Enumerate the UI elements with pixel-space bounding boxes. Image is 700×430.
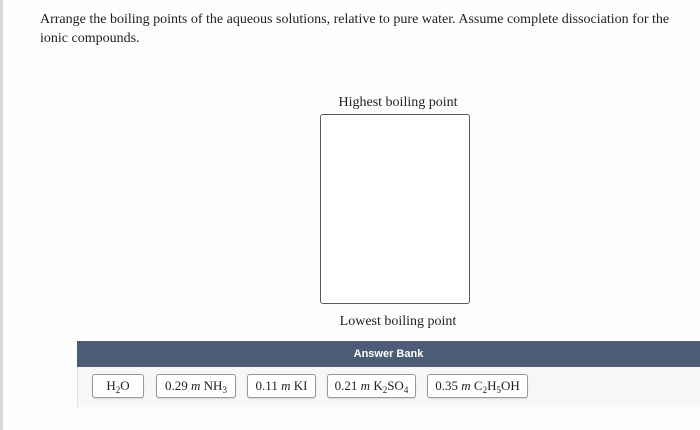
left-border bbox=[0, 0, 3, 430]
answer-tile-h2o[interactable] bbox=[92, 374, 144, 398]
answer-tile-ki[interactable] bbox=[247, 374, 316, 398]
tile-formula: 0.35 m $C_2H_5OH$ bbox=[435, 378, 520, 395]
answer-tile-c2h5oh[interactable] bbox=[427, 374, 528, 398]
tile-formula: 0.29 m $NH_3$ bbox=[165, 378, 227, 395]
question-text: Arrange the boiling points of the aqueous solutions, relative to pure water. Assume complete dissociation for the ionic compounds. bbox=[40, 12, 670, 46]
lowest-boiling-label: Lowest boiling point bbox=[339, 314, 457, 329]
tile-formula: 0.11 m KI bbox=[255, 378, 308, 393]
answer-bank-header: Answer Bank bbox=[77, 341, 700, 367]
tile-formula: $H_2O$ bbox=[106, 378, 130, 395]
highest-boiling-label: Highest boiling point bbox=[338, 95, 458, 110]
tile-formula: 0.21 m $K_2SO_4$ bbox=[334, 378, 409, 395]
answer-tile-nh3[interactable] bbox=[156, 374, 236, 398]
answer-tile-k2so4[interactable] bbox=[327, 374, 416, 398]
ranking-drop-zone[interactable] bbox=[320, 114, 470, 304]
